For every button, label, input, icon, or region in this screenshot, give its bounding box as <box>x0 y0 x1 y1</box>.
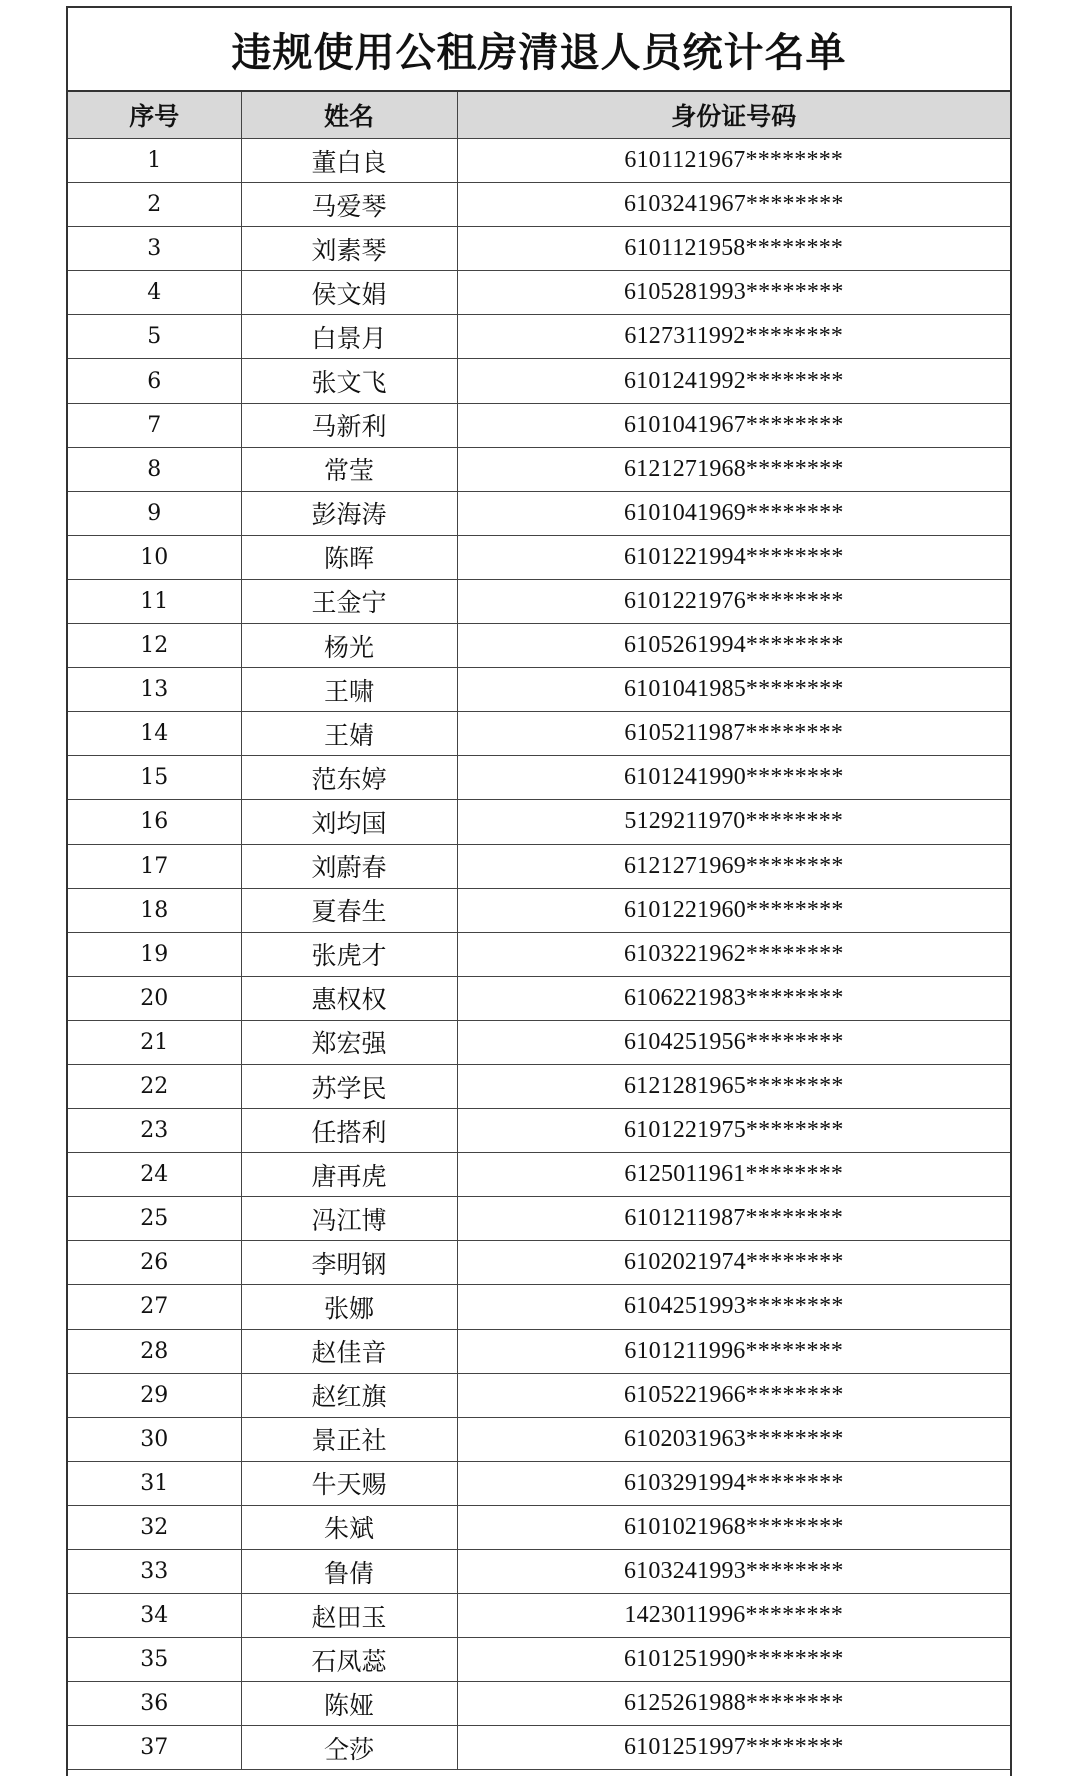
table-row <box>68 800 1010 844</box>
row-number: 3 <box>68 227 241 271</box>
table-row <box>68 1726 1010 1770</box>
id-number: 6101021968******** <box>457 1505 1010 1549</box>
id-number: 6104251993******** <box>457 1285 1010 1329</box>
row-number: 5 <box>68 315 241 359</box>
table-row <box>68 579 1010 623</box>
table-row <box>68 1241 1010 1285</box>
id-number: 6103241967******** <box>457 183 1010 227</box>
table-row <box>68 1594 1010 1638</box>
person-name: 牛天赐 <box>241 1461 457 1505</box>
id-number: 6103241993******** <box>457 1550 1010 1594</box>
id-number: 6127311992******** <box>457 315 1010 359</box>
table-row <box>68 359 1010 403</box>
row-number: 36 <box>68 1682 241 1726</box>
person-name: 冯江博 <box>241 1197 457 1241</box>
id-number: 6105211987******** <box>457 712 1010 756</box>
person-name: 刘蔚春 <box>241 844 457 888</box>
id-number: 6101211996******** <box>457 1329 1010 1373</box>
table-row <box>68 403 1010 447</box>
table-row <box>68 756 1010 800</box>
row-number: 35 <box>68 1638 241 1682</box>
table-row <box>68 888 1010 932</box>
id-number: 6102021974******** <box>457 1241 1010 1285</box>
id-number: 6106221983******** <box>457 976 1010 1020</box>
id-number: 6102031963******** <box>457 1417 1010 1461</box>
row-number: 15 <box>68 756 241 800</box>
id-number: 6101241992******** <box>457 359 1010 403</box>
row-number: 6 <box>68 359 241 403</box>
table-row <box>68 271 1010 315</box>
id-number: 6101251997******** <box>457 1726 1010 1770</box>
person-name: 仝莎 <box>241 1726 457 1770</box>
document-title: 违规使用公租房清退人员统计名单 <box>68 8 1010 92</box>
id-number: 1423011996******** <box>457 1594 1010 1638</box>
person-name: 王啸 <box>241 668 457 712</box>
row-number: 34 <box>68 1594 241 1638</box>
person-name: 杨光 <box>241 624 457 668</box>
row-number: 11 <box>68 579 241 623</box>
row-number: 37 <box>68 1726 241 1770</box>
id-number: 6101211987******** <box>457 1197 1010 1241</box>
row-number: 31 <box>68 1461 241 1505</box>
person-name: 张文飞 <box>241 359 457 403</box>
person-name: 惠权权 <box>241 976 457 1020</box>
row-number: 17 <box>68 844 241 888</box>
person-name: 任搭利 <box>241 1109 457 1153</box>
person-name: 白景月 <box>241 315 457 359</box>
person-name: 苏学民 <box>241 1064 457 1108</box>
row-number: 19 <box>68 932 241 976</box>
person-name: 赵佳音 <box>241 1329 457 1373</box>
table-row <box>68 1020 1010 1064</box>
row-number: 1 <box>68 139 241 183</box>
id-number: 6125261988******** <box>457 1682 1010 1726</box>
person-name: 朱斌 <box>241 1505 457 1549</box>
person-name: 范东婷 <box>241 756 457 800</box>
table-row <box>68 1109 1010 1153</box>
table-row <box>68 1329 1010 1373</box>
row-number: 8 <box>68 447 241 491</box>
person-name: 董白良 <box>241 139 457 183</box>
table-row <box>68 139 1010 183</box>
person-name: 赵红旗 <box>241 1373 457 1417</box>
person-name: 赵田玉 <box>241 1594 457 1638</box>
table-row <box>68 1638 1010 1682</box>
row-number: 33 <box>68 1550 241 1594</box>
id-number: 6101041985******** <box>457 668 1010 712</box>
person-name: 郑宏强 <box>241 1020 457 1064</box>
row-number: 4 <box>68 271 241 315</box>
person-name: 张虎才 <box>241 932 457 976</box>
person-name: 马爱琴 <box>241 183 457 227</box>
row-number: 25 <box>68 1197 241 1241</box>
table-row <box>68 1153 1010 1197</box>
row-number: 14 <box>68 712 241 756</box>
row-number: 16 <box>68 800 241 844</box>
id-number: 6121271969******** <box>457 844 1010 888</box>
row-number: 23 <box>68 1109 241 1153</box>
column-header-id-number: 身份证号码 <box>457 92 1010 139</box>
table-row <box>68 844 1010 888</box>
id-number: 6101121967******** <box>457 139 1010 183</box>
table-body <box>68 139 1010 1770</box>
row-number: 20 <box>68 976 241 1020</box>
person-name: 鲁倩 <box>241 1550 457 1594</box>
person-name: 陈晖 <box>241 535 457 579</box>
table-row <box>68 535 1010 579</box>
id-number: 6105281993******** <box>457 271 1010 315</box>
row-number: 13 <box>68 668 241 712</box>
row-number: 18 <box>68 888 241 932</box>
table-row <box>68 932 1010 976</box>
table-row <box>68 1417 1010 1461</box>
row-number: 26 <box>68 1241 241 1285</box>
table-row <box>68 1373 1010 1417</box>
table-row <box>68 624 1010 668</box>
id-number: 6104251956******** <box>457 1020 1010 1064</box>
table-row <box>68 668 1010 712</box>
roster-sheet <box>66 6 1012 1776</box>
id-number: 6101241990******** <box>457 756 1010 800</box>
id-number: 6101221976******** <box>457 579 1010 623</box>
person-name: 陈娅 <box>241 1682 457 1726</box>
row-number: 32 <box>68 1505 241 1549</box>
id-number: 6101041967******** <box>457 403 1010 447</box>
person-name: 刘素琴 <box>241 227 457 271</box>
table-header-row <box>68 92 1010 139</box>
table-row <box>68 1197 1010 1241</box>
id-number: 6101221975******** <box>457 1109 1010 1153</box>
person-name: 侯文娟 <box>241 271 457 315</box>
row-number: 10 <box>68 535 241 579</box>
person-name: 石凤蕊 <box>241 1638 457 1682</box>
id-number: 6105261994******** <box>457 624 1010 668</box>
row-number: 28 <box>68 1329 241 1373</box>
column-header-name: 姓名 <box>241 92 457 139</box>
id-number: 6121271968******** <box>457 447 1010 491</box>
column-header-number: 序号 <box>68 92 241 139</box>
table-row <box>68 1682 1010 1726</box>
person-name: 张娜 <box>241 1285 457 1329</box>
table-row <box>68 315 1010 359</box>
id-number: 6125011961******** <box>457 1153 1010 1197</box>
row-number: 21 <box>68 1020 241 1064</box>
id-number: 6105221966******** <box>457 1373 1010 1417</box>
id-number: 6103291994******** <box>457 1461 1010 1505</box>
row-number: 12 <box>68 624 241 668</box>
table-row <box>68 1461 1010 1505</box>
row-number: 30 <box>68 1417 241 1461</box>
table-row <box>68 227 1010 271</box>
id-number: 6101221960******** <box>457 888 1010 932</box>
table-row <box>68 1550 1010 1594</box>
table-row <box>68 1285 1010 1329</box>
person-name: 彭海涛 <box>241 491 457 535</box>
person-name: 唐再虎 <box>241 1153 457 1197</box>
table-row <box>68 447 1010 491</box>
person-name: 李明钢 <box>241 1241 457 1285</box>
table-row <box>68 976 1010 1020</box>
row-number: 24 <box>68 1153 241 1197</box>
person-name: 王金宁 <box>241 579 457 623</box>
table-row <box>68 183 1010 227</box>
id-number: 6101251990******** <box>457 1638 1010 1682</box>
row-number: 9 <box>68 491 241 535</box>
person-name: 王婧 <box>241 712 457 756</box>
table-row <box>68 491 1010 535</box>
id-number: 6101041969******** <box>457 491 1010 535</box>
person-name: 刘均国 <box>241 800 457 844</box>
row-number: 22 <box>68 1064 241 1108</box>
id-number: 6103221962******** <box>457 932 1010 976</box>
person-name: 景正社 <box>241 1417 457 1461</box>
row-number: 27 <box>68 1285 241 1329</box>
id-number: 6121281965******** <box>457 1064 1010 1108</box>
table-row <box>68 1505 1010 1549</box>
id-number: 6101121958******** <box>457 227 1010 271</box>
person-name: 常莹 <box>241 447 457 491</box>
table-row <box>68 712 1010 756</box>
id-number: 6101221994******** <box>457 535 1010 579</box>
id-number: 5129211970******** <box>457 800 1010 844</box>
person-name: 马新利 <box>241 403 457 447</box>
person-name: 夏春生 <box>241 888 457 932</box>
row-number: 7 <box>68 403 241 447</box>
table-row <box>68 1064 1010 1108</box>
row-number: 2 <box>68 183 241 227</box>
row-number: 29 <box>68 1373 241 1417</box>
roster-table <box>68 92 1010 1770</box>
